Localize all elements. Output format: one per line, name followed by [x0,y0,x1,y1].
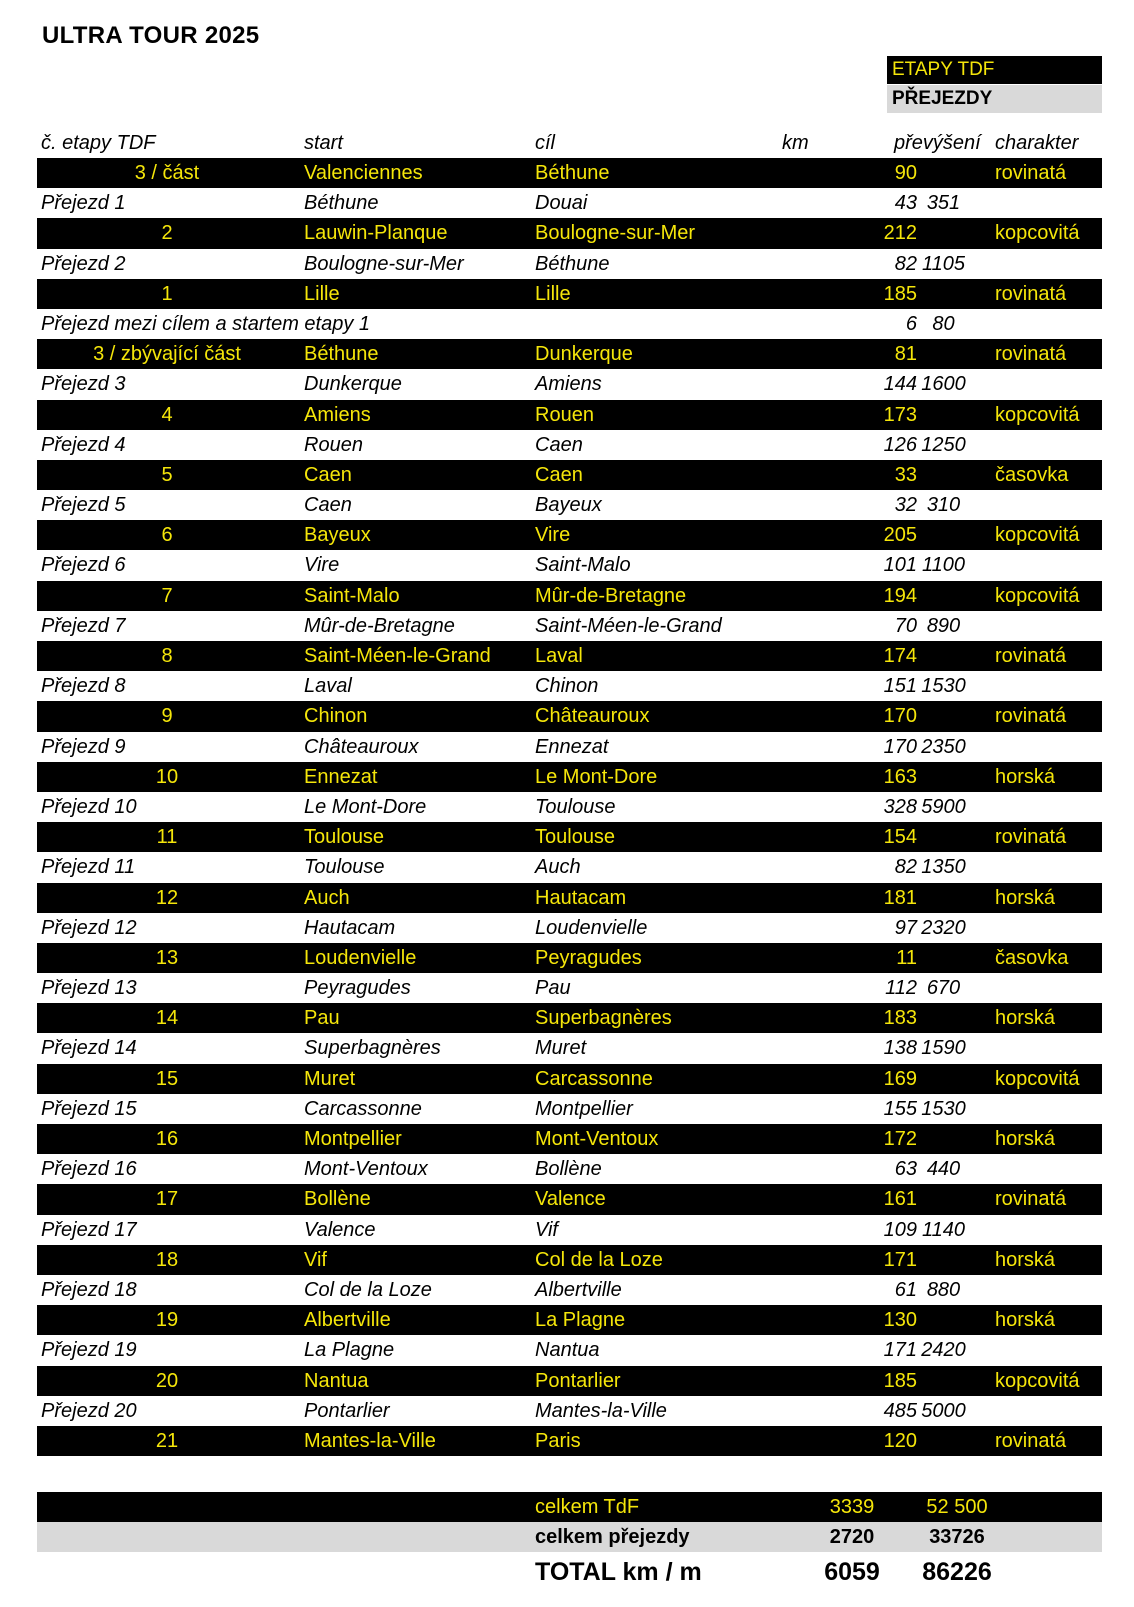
cell-cil: Superbagnères [535,1007,672,1030]
cell-start: Le Mont-Dore [304,795,427,818]
cell-prevyseni: 1600 [921,373,966,396]
cell-cil: Peyragudes [535,946,642,969]
stage-row [37,339,1102,369]
cell-cil: Boulogne-sur-Mer [535,222,696,245]
cell-charakter: kopcovitá [995,1067,1080,1090]
cell-cil: Lille [535,282,571,305]
cell-cil: Vif [535,1218,558,1241]
transfer-row [37,732,1102,762]
cell-km: 109 [883,1218,917,1241]
cell-km: 212 [883,222,917,245]
summary-tdf-km: 3339 [829,1496,875,1518]
transfer-row [37,671,1102,701]
cell-start: Boulogne-sur-Mer [304,252,464,275]
cell-start: Carcassonne [304,1097,422,1120]
transfer-row [37,1215,1102,1245]
cell-num: Přejezd 10 [41,795,137,818]
cell-charakter: rovinatá [995,282,1067,305]
legend-etapy-tdf: ETAPY TDF [887,56,1102,84]
cell-num: 14 [155,1007,179,1030]
cell-km: 171 [883,1339,917,1362]
cell-start: La Plagne [304,1339,395,1362]
cell-charakter: rovinatá [995,343,1067,366]
cell-cil: Auch [535,856,581,879]
cell-km: 144 [883,373,917,396]
header-prevyseni: převýšení [894,132,981,154]
cell-start: Hautacam [304,916,396,939]
cell-start: Loudenvielle [304,946,417,969]
cell-start: Mont-Ventoux [304,1158,428,1181]
stage-row [37,1003,1102,1033]
cell-num: Přejezd 5 [41,494,126,517]
transfer-row [37,369,1102,399]
cell-num: 11 [156,826,178,849]
cell-num: Přejezd 18 [41,1278,137,1301]
cell-km: 173 [883,403,917,426]
cell-num: 19 [155,1309,179,1332]
cell-num: Přejezd 9 [41,735,126,758]
stage-row [37,1245,1102,1275]
cell-km: 112 [885,977,917,1000]
cell-cil: Caen [535,433,583,456]
cell-start: Albertville [304,1309,391,1332]
cell-cil: Caen [535,463,583,486]
cell-start: Toulouse [304,826,385,849]
stage-row [37,883,1102,913]
cell-km: 171 [883,1248,917,1271]
cell-num: Přejezd 4 [41,433,126,456]
cell-cil: Toulouse [535,795,616,818]
stage-row [37,1426,1102,1456]
stage-row [37,460,1102,490]
cell-num: 21 [155,1429,179,1452]
cell-cil: Hautacam [535,886,627,909]
cell-start: Saint-Méen-le-Grand [304,645,491,667]
stage-row [37,158,1102,188]
cell-cil: Carcassonne [535,1067,653,1090]
cell-num: 16 [155,1128,179,1150]
summary-prejezdy-km: 2720 [829,1526,875,1548]
summary-block [37,1492,1102,1588]
cell-cil: Dunkerque [535,343,633,366]
cell-charakter: časovka [995,946,1069,969]
cell-km: 82 [894,252,917,275]
cell-num: 3 / zbývající část [93,343,241,366]
cell-start: Valence [304,1218,376,1241]
header-num: č. etapy TDF [41,132,156,154]
cell-num: 4 [161,403,173,426]
cell-num: Přejezd 15 [41,1097,137,1120]
cell-prevyseni: 1530 [921,1097,966,1120]
cell-start: Nantua [304,1369,369,1392]
cell-num: 10 [155,765,179,788]
cell-cil: Béthune [535,162,610,184]
cell-prevyseni: 2420 [921,1339,966,1362]
cell-charakter: kopcovitá [995,1369,1080,1392]
cell-prevyseni: 1590 [921,1037,966,1060]
cell-prevyseni: 1250 [921,433,966,456]
cell-km: 328 [883,795,917,818]
cell-start: Rouen [304,433,363,456]
cell-start: Mûr-de-Bretagne [304,614,455,637]
stage-row [37,822,1102,852]
cell-start: Saint-Malo [304,584,400,607]
stage-row [37,400,1102,430]
cell-num: 12 [155,886,179,909]
cell-km: 151 [883,675,917,698]
stage-table [37,128,1102,1456]
cell-start: Lille [304,282,340,305]
cell-start: Amiens [304,403,371,426]
cell-cil: Valence [535,1188,606,1211]
cell-num: Přejezd 17 [41,1218,137,1241]
cell-km: 101 [883,554,917,577]
cell-cil: Béthune [535,252,610,275]
header-charakter: charakter [995,132,1079,154]
cell-num: Přejezd 8 [41,675,126,698]
header-start: start [304,132,343,154]
cell-cil: Paris [535,1429,581,1452]
cell-cil: Col de la Loze [535,1248,663,1271]
stage-row [37,218,1102,248]
cell-charakter: rovinatá [995,705,1067,728]
cell-cil: Saint-Malo [535,554,631,577]
cell-charakter: kopcovitá [995,222,1080,245]
cell-num: 1 [161,282,173,305]
stage-row [37,520,1102,550]
cell-km: 138 [883,1037,917,1060]
cell-charakter: kopcovitá [995,584,1080,607]
transfer-row [37,1094,1102,1124]
cell-start: Superbagnères [304,1037,441,1060]
cell-prevyseni: 80 [932,312,955,335]
cell-cil: Loudenvielle [535,916,648,939]
cell-num: 15 [155,1067,179,1090]
cell-km: 161 [883,1188,917,1211]
cell-num: Přejezd 11 [41,856,136,879]
legend-prejezdy: PŘEJEZDY [887,85,1102,113]
cell-start: Bollène [304,1188,371,1211]
cell-cil: Douai [535,192,588,215]
cell-cil: Mont-Ventoux [535,1128,659,1150]
transfer-row [37,550,1102,580]
cell-cil: Chinon [535,675,599,698]
cell-prevyseni: 5000 [921,1399,966,1422]
cell-cil: Ennezat [535,735,609,758]
cell-cil: Nantua [535,1339,600,1362]
cell-num: 9 [161,705,173,728]
transfer-row [37,249,1102,279]
cell-charakter: časovka [995,463,1069,486]
cell-km: 90 [894,162,917,184]
transfer-row [37,792,1102,822]
cell-start: Béthune [304,192,379,215]
transfer-row [37,1335,1102,1365]
cell-km: 81 [894,343,917,366]
transfer-row [37,973,1102,1003]
header-cil: cíl [535,132,555,154]
cell-num: Přejezd 2 [41,252,126,275]
cell-cil: Laval [535,645,583,667]
summary-total-row [37,1552,1102,1588]
cell-num: Přejezd 7 [41,614,126,637]
transfer-row [37,309,1102,339]
transfer-row [37,1033,1102,1063]
cell-cil: Mûr-de-Bretagne [535,584,687,607]
cell-prevyseni: 1140 [921,1218,965,1241]
cell-charakter: rovinatá [995,1188,1067,1211]
header-km: km [782,132,809,154]
cell-charakter: horská [995,1248,1056,1271]
cell-prevyseni: 1105 [921,252,965,275]
stage-row [37,943,1102,973]
summary-prejezdy-row [37,1522,1102,1552]
cell-start: Toulouse [304,856,385,879]
cell-km: 155 [883,1097,917,1120]
cell-charakter: horská [995,1007,1056,1030]
cell-charakter: horská [995,1309,1056,1332]
cell-prevyseni: 890 [926,614,961,637]
cell-num: Přejezd 3 [41,373,126,396]
cell-start: Caen [304,463,352,486]
cell-start: Bayeux [304,524,371,547]
cell-prevyseni: 670 [926,977,961,1000]
summary-prejezdy-label: celkem přejezdy [535,1526,690,1548]
cell-km: 169 [883,1067,917,1090]
cell-km: 97 [894,916,917,939]
cell-km: 205 [883,524,917,547]
cell-km: 185 [883,1369,917,1392]
summary-tdf-label: celkem TdF [535,1496,640,1518]
cell-cil: Bayeux [535,494,602,517]
cell-num: Přejezd 12 [41,916,137,939]
cell-num: Přejezd mezi cílem a startem etapy 1 [41,312,371,335]
cell-charakter: kopcovitá [995,403,1080,426]
cell-num: Přejezd 1 [41,192,126,215]
cell-charakter: rovinatá [995,645,1067,667]
cell-km: 163 [883,765,917,788]
cell-num: Přejezd 19 [41,1339,137,1362]
cell-num: 7 [161,584,173,607]
cell-num: Přejezd 16 [41,1158,137,1181]
cell-km: 485 [883,1399,917,1422]
cell-km: 32 [894,494,917,517]
cell-start: Châteauroux [304,735,419,758]
cell-km: 170 [883,705,917,728]
cell-prevyseni: 2320 [921,916,966,939]
cell-km: 185 [883,282,917,305]
stage-row [37,1366,1102,1396]
cell-num: 20 [155,1369,179,1392]
cell-km: 174 [883,645,917,667]
stage-row [37,1064,1102,1094]
transfer-row [37,1154,1102,1184]
cell-cil: Toulouse [535,826,616,849]
summary-tdf-row [37,1492,1102,1522]
stage-row [37,1184,1102,1214]
cell-cil: Bollène [535,1158,602,1181]
cell-charakter: horská [995,1128,1056,1150]
cell-km: 170 [883,735,917,758]
cell-prevyseni: 1530 [921,675,966,698]
cell-km: 63 [894,1158,917,1181]
cell-start: Laval [304,675,352,698]
cell-num: Přejezd 6 [41,554,126,577]
cell-km: 82 [894,856,917,879]
cell-cil: Montpellier [535,1097,633,1120]
cell-prevyseni: 440 [926,1158,961,1181]
cell-cil: Muret [535,1037,587,1060]
cell-charakter: horská [995,886,1056,909]
stage-row [37,1305,1102,1335]
cell-km: 11 [896,946,917,969]
transfer-row [37,852,1102,882]
cell-start: Peyragudes [304,977,411,1000]
stage-row [37,1124,1102,1154]
cell-charakter: horská [995,765,1056,788]
cell-start: Ennezat [304,765,378,788]
cell-km: 172 [883,1128,917,1150]
cell-start: Lauwin-Planque [304,222,448,245]
transfer-row [37,611,1102,641]
cell-km: 43 [894,192,917,215]
cell-charakter: kopcovitá [995,524,1080,547]
cell-start: Mantes-la-Ville [304,1429,436,1452]
cell-cil: Albertville [535,1278,622,1301]
cell-km: 120 [883,1429,917,1452]
cell-cil: Châteauroux [535,705,650,728]
stage-row [37,279,1102,309]
cell-cil: Pontarlier [535,1369,621,1392]
transfer-row [37,1396,1102,1426]
summary-tdf-m: 52 500 [926,1496,988,1518]
cell-start: Pontarlier [304,1399,390,1422]
transfer-row [37,490,1102,520]
cell-km: 6 [905,312,917,335]
cell-km: 183 [883,1007,917,1030]
table-header-row [37,128,1102,158]
cell-cil: Le Mont-Dore [535,765,658,788]
cell-prevyseni: 5900 [921,795,966,818]
cell-charakter: rovinatá [995,162,1067,184]
cell-num: 13 [155,946,179,969]
transfer-row [37,913,1102,943]
cell-cil: Saint-Méen-le-Grand [535,614,722,637]
transfer-row [37,430,1102,460]
cell-start: Col de la Loze [304,1278,432,1301]
cell-start: Chinon [304,705,368,728]
cell-num: Přejezd 14 [41,1037,137,1060]
cell-cil: Pau [535,977,571,1000]
cell-prevyseni: 1350 [921,856,966,879]
cell-prevyseni: 880 [926,1278,961,1301]
stage-row [37,701,1102,731]
cell-km: 130 [883,1309,917,1332]
cell-num: 18 [155,1248,179,1271]
cell-start: Dunkerque [304,373,402,396]
cell-km: 194 [883,584,917,607]
transfer-row [37,1275,1102,1305]
cell-prevyseni: 310 [926,494,961,517]
cell-km: 70 [894,614,917,637]
cell-cil: Mantes-la-Ville [535,1399,667,1422]
cell-prevyseni: 1100 [921,554,965,577]
cell-start: Muret [304,1067,356,1090]
cell-start: Vire [304,554,340,577]
cell-num: Přejezd 20 [41,1399,137,1422]
page-title: ULTRA TOUR 2025 [42,22,260,49]
cell-cil: Rouen [535,403,594,426]
cell-charakter: rovinatá [995,1429,1067,1452]
cell-num: 3 / část [134,162,200,184]
cell-num: 17 [155,1188,179,1211]
cell-prevyseni: 2350 [921,735,966,758]
summary-total-m: 86226 [922,1558,992,1586]
transfer-row [37,188,1102,218]
cell-cil: Amiens [535,373,602,396]
cell-cil: Vire [535,524,571,547]
stage-row [37,641,1102,671]
summary-prejezdy-m: 33726 [929,1526,985,1548]
cell-km: 33 [894,463,917,486]
cell-start: Auch [304,886,350,909]
summary-total-km: 6059 [824,1558,880,1586]
cell-num: 6 [161,524,173,547]
table-body [37,158,1102,1456]
cell-km: 154 [883,826,917,849]
cell-km: 61 [894,1278,917,1301]
summary-total-label: TOTAL km / m [535,1558,702,1586]
cell-km: 181 [883,886,917,909]
cell-num: 5 [161,463,173,486]
cell-start: Caen [304,494,352,517]
cell-start: Vif [304,1248,327,1271]
cell-charakter: rovinatá [995,826,1067,849]
cell-prevyseni: 351 [926,192,961,215]
cell-num: 2 [161,222,173,245]
stage-row [37,581,1102,611]
cell-km: 126 [883,433,917,456]
cell-cil: La Plagne [535,1309,626,1332]
cell-num: 8 [161,645,173,667]
cell-start: Montpellier [304,1128,402,1150]
cell-start: Pau [304,1007,340,1030]
cell-start: Béthune [304,343,379,366]
cell-num: Přejezd 13 [41,977,137,1000]
cell-start: Valenciennes [304,162,423,184]
stage-row [37,762,1102,792]
